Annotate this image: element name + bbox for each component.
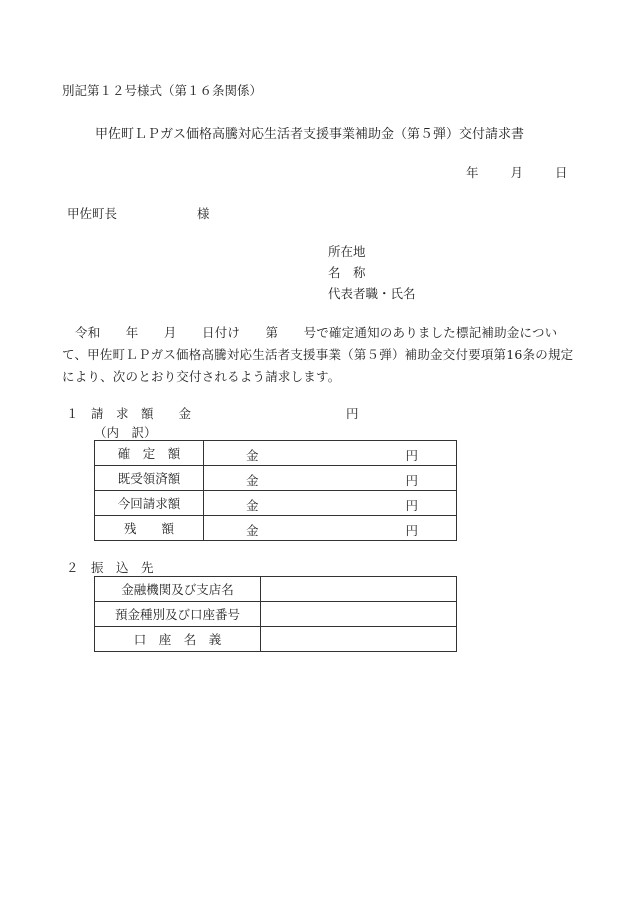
row-label: 残 額 bbox=[95, 516, 204, 541]
amount-unit: 円 bbox=[405, 448, 418, 463]
table-row bbox=[95, 466, 457, 491]
applicant-address-label: 所在地 bbox=[328, 244, 366, 259]
date-month-label: 月 bbox=[510, 165, 523, 180]
request-statement: 令和 年 月 日付け 第 号で確定通知のありました標記補助金について、甲佐町ＬＰガス価格高騰対応生活者支援事業（第５弾）補助金交付要項第16条の規定により、次のとおり交付されるよう請求します。 bbox=[62, 325, 574, 384]
bank-branch-field[interactable] bbox=[261, 577, 457, 602]
amount-cell[interactable] bbox=[204, 466, 457, 491]
section-1-label: １ 請 求 額 金 bbox=[66, 406, 192, 421]
row-label: 確 定 額 bbox=[95, 441, 204, 466]
row-label: 預金種別及び口座番号 bbox=[95, 602, 261, 627]
amount-unit: 円 bbox=[405, 498, 418, 513]
table-row bbox=[95, 627, 457, 652]
amount-unit: 円 bbox=[405, 473, 418, 488]
document-title: 甲佐町ＬＰガス価格高騰対応生活者支援事業補助金（第５弾）交付請求書 bbox=[95, 127, 525, 142]
amount-prefix: 金 bbox=[246, 448, 259, 463]
row-label: 口 座 名 義 bbox=[95, 627, 261, 652]
account-number-field[interactable] bbox=[261, 602, 457, 627]
amount-prefix: 金 bbox=[246, 473, 259, 488]
date-day-label: 日 bbox=[554, 165, 568, 180]
table-row bbox=[95, 491, 457, 516]
table-row bbox=[95, 441, 457, 466]
amount-cell[interactable] bbox=[204, 441, 457, 466]
transfer-table bbox=[94, 576, 457, 652]
breakdown-label: （内 訳） bbox=[94, 425, 157, 440]
date-year-label: 年 bbox=[466, 165, 479, 180]
amount-prefix: 金 bbox=[246, 523, 259, 538]
table-row bbox=[95, 577, 457, 602]
section-2-heading: ２ 振 込 先 bbox=[66, 560, 154, 575]
account-holder-field[interactable] bbox=[261, 627, 457, 652]
section-1-unit: 円 bbox=[346, 406, 359, 421]
table-row bbox=[95, 602, 457, 627]
addressee-name: 甲佐町長 bbox=[67, 206, 118, 221]
breakdown-table bbox=[94, 440, 457, 541]
amount-cell[interactable] bbox=[204, 516, 457, 541]
addressee bbox=[67, 204, 210, 222]
addressee-honorific: 様 bbox=[197, 206, 210, 221]
row-label: 既受領済額 bbox=[95, 466, 204, 491]
table-row bbox=[95, 516, 457, 541]
row-label: 今回請求額 bbox=[95, 491, 204, 516]
applicant-representative-label: 代表者職・氏名 bbox=[328, 286, 416, 301]
amount-unit: 円 bbox=[405, 523, 418, 538]
section-1-heading bbox=[66, 404, 359, 422]
applicant-block bbox=[328, 241, 416, 304]
date-line bbox=[466, 163, 567, 181]
amount-prefix: 金 bbox=[246, 498, 259, 513]
row-label: 金融機関及び支店名 bbox=[95, 577, 261, 602]
form-number: 別記第１２号様式（第１６条関係） bbox=[62, 83, 263, 98]
applicant-name-label: 名 称 bbox=[328, 265, 366, 280]
amount-cell[interactable] bbox=[204, 491, 457, 516]
